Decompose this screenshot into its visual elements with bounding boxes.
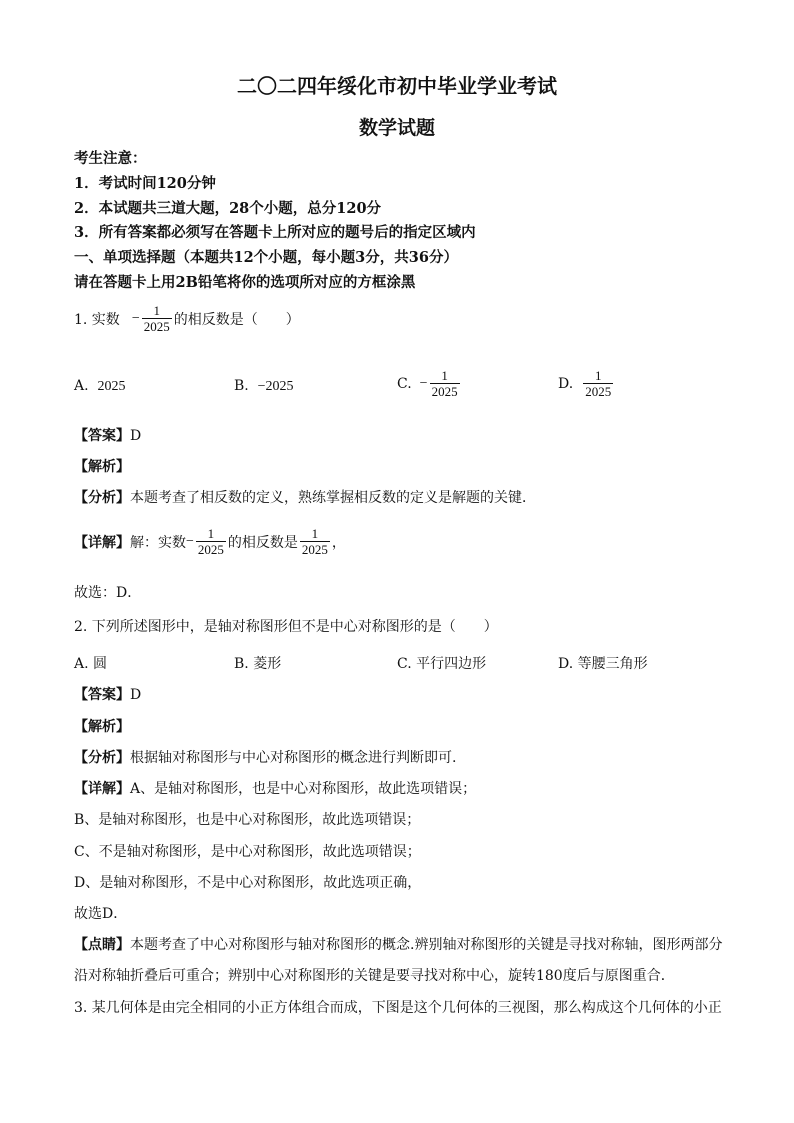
q1-option-c: C. − $\frac{1}{2025}$ — [397, 368, 458, 399]
q3-stem: 3. 某几何体是由完全相同的小正方体组合而成，下图是这个几何体的三视图，那么构成这个几何体的小正 — [74, 1000, 722, 1016]
q2-conclusion: 故选D． — [74, 906, 128, 922]
section-instruction: 请在答题卡上用2B铅笔将你的选项所对应的方框涂黑 — [74, 274, 416, 291]
q1-stem: 1. 实数 − $\frac{1}{2025}$ 的相反数是（ ） — [74, 303, 300, 334]
q2-detail-b: B、是轴对称图形，也是中心对称图形，故此选项错误； — [74, 812, 421, 828]
q2-answer: 【答案】D — [74, 687, 142, 703]
notice-heading: 考生注意： — [74, 150, 147, 167]
q1-option-a: A. 2025 — [74, 378, 126, 394]
q2-option-c: C. 平行四边形 — [397, 656, 487, 672]
q2-option-b: B. 菱形 — [234, 656, 282, 672]
q1-option-d: D. $\frac{1}{2025}$ — [558, 368, 612, 399]
page-title: 二〇二四年绥化市初中毕业学业考试 — [237, 74, 557, 98]
notice-item-1: 1．考试时间120分钟 — [74, 175, 216, 192]
q2-note-line-1: 【点睛】本题考查了中心对称图形与轴对称图形的概念.辨别轴对称图形的关键是寻找对称轴，图形两部分 — [74, 937, 723, 953]
page-subtitle: 数学试题 — [358, 117, 435, 139]
q1-analysis: 【分析】本题考查了相反数的定义，熟练掌握相反数的定义是解题的关键． — [74, 490, 536, 506]
q1-detail: 【详解】 解：实数 − $\frac{1}{2025}$ 的相反数是 $\frac{1}{2025}$ ， — [74, 526, 346, 557]
notice-item-2: 2．本试题共三道大题，28个小题，总分120分 — [74, 200, 382, 217]
section-heading: 一、单项选择题（本题共12个小题，每小题3分，共36分） — [74, 249, 458, 266]
q2-detail-a: 【详解】A、是轴对称图形，也是中心对称图形，故此选项错误； — [74, 781, 477, 797]
q1-jiexi: 【解析】 — [74, 459, 130, 475]
q2-detail-c: C、不是轴对称图形，是中心对称图形，故此选项错误； — [74, 844, 421, 860]
q2-jiexi: 【解析】 — [74, 719, 130, 735]
notice-item-3: 3．所有答案都必须写在答题卡上所对应的题号后的指定区域内 — [74, 224, 476, 241]
q1-fraction: $\frac{1}{2025}$ — [143, 303, 170, 334]
q2-stem: 2. 下列所述图形中，是轴对称图形但不是中心对称图形的是（ ） — [74, 619, 498, 635]
q1-conclusion: 故选：D． — [74, 585, 142, 601]
q2-analysis: 【分析】根据轴对称图形与中心对称图形的概念进行判断即可. — [74, 750, 457, 766]
q1-suffix: 的相反数是（ ） — [173, 311, 300, 328]
q1-option-b: B. −2025 — [234, 378, 294, 394]
q1-prefix: 1. 实数 — [74, 311, 120, 328]
q2-detail-d: D、是轴对称图形，不是中心对称图形，故此选项正确， — [74, 875, 422, 891]
q2-note-line-2: 沿对称轴折叠后可重合；辨别中心对称图形的关键是要寻找对称中心，旋转180度后与原图重合． — [74, 968, 675, 984]
q2-option-a: A. 圆 — [74, 656, 108, 672]
q2-option-d: D. 等腰三角形 — [558, 656, 648, 672]
q1-answer: 【答案】D — [74, 428, 142, 444]
